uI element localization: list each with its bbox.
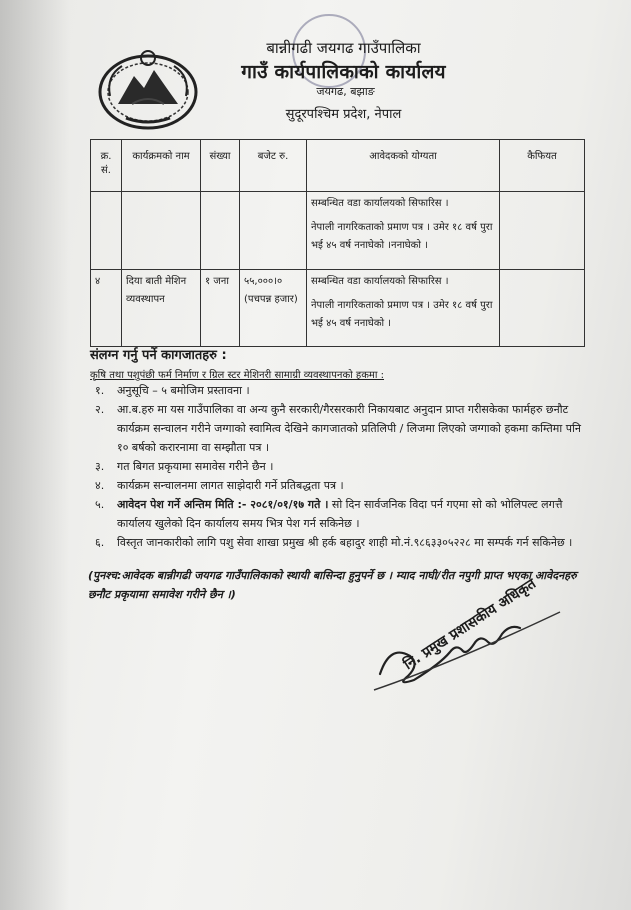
item-text: गत बिगत प्रकृयामा समावेस गरीने छैन । — [117, 460, 274, 473]
attachments-subtitle: कृषि तथा पशुपंछी फर्म निर्माण र ग्रिल स्टर मेशिनरी सामाग्री व्यवस्थापनको हकमा : — [90, 370, 385, 381]
item-number: १. — [95, 384, 105, 397]
cell-budget — [240, 192, 307, 270]
list-item — [95, 400, 585, 457]
table-header-row — [91, 140, 585, 192]
list-item — [95, 457, 585, 476]
cell-requirements — [307, 270, 500, 347]
program-table — [90, 139, 585, 347]
attachments-list — [95, 381, 585, 552]
requirement-line: सम्बन्धित वडा कार्यालयको सिफारिस । — [311, 276, 449, 287]
list-item — [95, 495, 585, 533]
cell-remarks — [500, 270, 585, 347]
cell-sn — [91, 192, 122, 270]
item-text: सो दिन सार्वजनिक विदा पर्न गएमा सो को भोलिपल्ट लगत्तै कार्यालय खुलेको दिन कार्यालय समय भित्र पेश गर्न सकिनेछ । — [117, 498, 563, 530]
cell-count: १ जना — [201, 270, 240, 347]
item-number: ४. — [95, 479, 105, 492]
cell-program: दिया बाती मेशिन व्यवस्थापन — [122, 270, 201, 347]
list-item — [95, 381, 585, 400]
item-text: कार्यक्रम सन्चालनमा लागत साझेदारी गर्ने प्रतिबद्धता पत्र । — [117, 479, 344, 492]
list-item — [95, 476, 585, 495]
item-number: ५. — [95, 498, 105, 511]
item-text: आ.ब.हरु मा यस गाउँपालिका वा अन्य कुनै सरकारी/गैरसरकारी निकायबाट अनुदान प्राप्त गरीसकेका फार्महरु छनौट कार्यक्रम सन्चालन गरीने जग्गाको स्वामित्व देखिने कागजातको प्रतिलिपी / लिजमा लिएको जग्गाको हकमा कम्तिमा पनि १० बर्षको करारनामा वा सम्झौता पत्र । — [117, 403, 581, 454]
requirement-line: नेपाली नागरिकताको प्रमाण पत्र । उमेर १८ वर्ष पुरा भई ४५ वर्ष ननाघेको । — [311, 300, 493, 329]
requirement-line: सम्बन्धित वडा कार्यालयको सिफारिस । — [311, 198, 449, 209]
col-header-requirements: आवेदकको योग्यता — [307, 140, 500, 192]
deadline-text: आवेदन पेश गर्ने अन्तिम मिति :- २०८१/०१/१७ गते । — [117, 498, 329, 511]
officer-title: नि. प्रमुख प्रशासकीय अधिकृत — [401, 575, 539, 674]
requirement-line: नेपाली नागरिकताको प्रमाण पत्र । उमेर १८ वर्ष पुरा भई ४५ वर्ष ननाघेको ।ननाघेको । — [311, 222, 493, 251]
cell-count — [201, 192, 240, 270]
page-shadow — [0, 0, 70, 910]
table-row — [91, 270, 585, 347]
item-number: २. — [95, 403, 105, 416]
office-name: गाउँ कार्यपालिकाको कार्यालय — [241, 61, 446, 83]
table-row — [91, 192, 585, 270]
office-place: जयगढ, बझाङ — [316, 85, 375, 98]
list-item — [95, 533, 585, 552]
col-header-budget: बजेट रु. — [240, 140, 307, 192]
col-header-count: संख्या — [201, 140, 240, 192]
col-header-program: कार्यक्रमको नाम — [122, 140, 201, 192]
item-text: अनुसूचि – ५ बमोजिम प्रस्तावना । — [117, 384, 250, 397]
postscript-note: (पुनश्च:आवेदक बान्नीगढी जयगढ गाउँपालिकाको स्थायी बासिन्दा हुनुपर्ने छ । म्याद नाघी/रीत नपुगी प्राप्त भएका आवेदनहरु छनौट प्रकृयामा समावेश गरीने छैन ।) — [88, 569, 577, 601]
cell-sn: ४ — [91, 270, 122, 347]
col-header-remarks: कैफियत — [500, 140, 585, 192]
municipality-name: बान्नीगढी जयगढ गाउँपालिका — [266, 39, 421, 57]
cell-budget: ५५,०००।० (पचपन्न हजार) — [240, 270, 307, 347]
cell-program — [122, 192, 201, 270]
item-number: ३. — [95, 460, 105, 473]
province-name: सुदूरपश्चिम प्रदेश, नेपाल — [285, 107, 402, 122]
item-text: विस्तृत जानकारीको लागि पशु सेवा शाखा प्रमुख श्री हर्क बहादुर शाही मो.नं.९८६३३०५२२८ मा सम्पर्क गर्न सकिनेछ । — [117, 536, 573, 549]
cell-remarks — [500, 192, 585, 270]
attachments-title: संलग्न गर्नु पर्ने कागजातहरु : — [90, 348, 227, 363]
item-number: ६. — [95, 536, 105, 549]
cell-requirements — [307, 192, 500, 270]
col-header-sn: क्र. सं. — [91, 140, 122, 192]
